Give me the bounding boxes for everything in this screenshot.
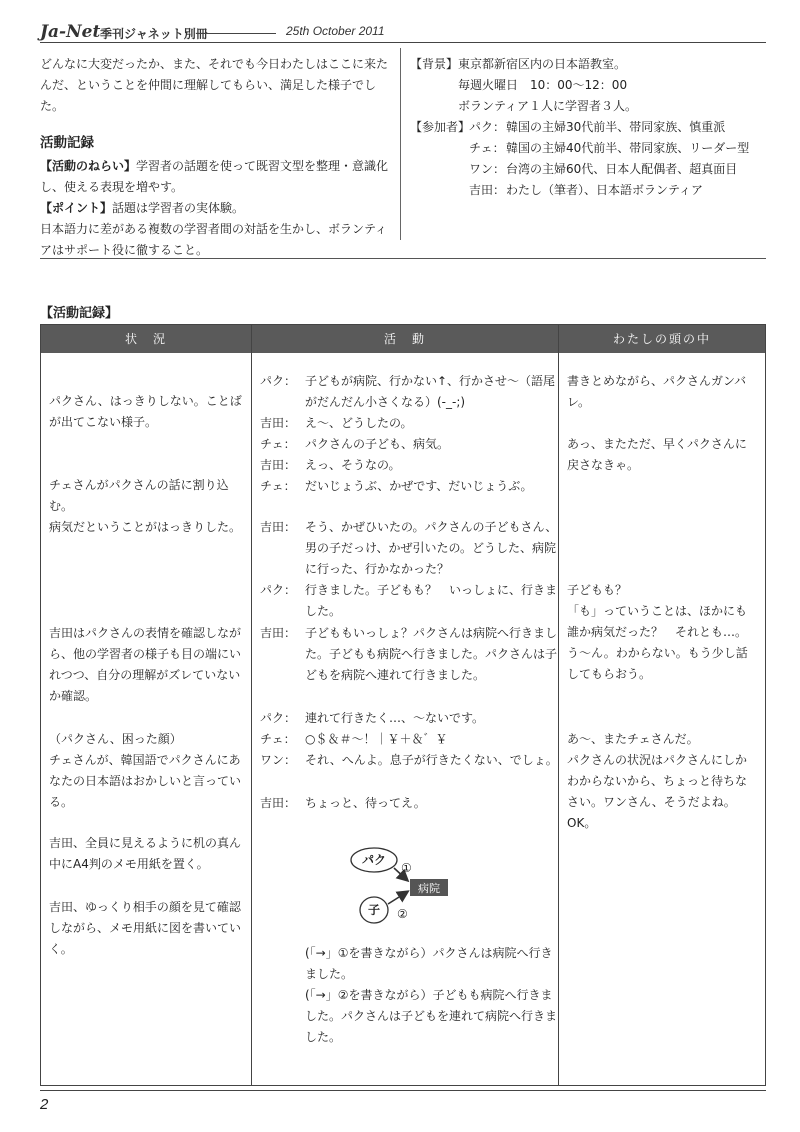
dialogue-speaker: パク： (260, 374, 297, 388)
background-line: 毎週火曜日 10：00〜12：00 (458, 78, 628, 92)
column-divider (251, 325, 252, 1085)
dialogue-speaker: チェ： (260, 732, 296, 746)
dialogue-line: 子どももいっしょ？パクさんは病院へ行きました。子どもも病院へ行きました。パクさんは子どもを病院へ連れて行きました。 (305, 626, 558, 682)
intro-column (40, 54, 390, 261)
activity-record-table (40, 324, 766, 1086)
header-rule (40, 42, 766, 43)
participant-desc: 韓国の主婦40代前半、帯同家族、リーダー型 (506, 141, 750, 155)
thought-note: 「も」っていうことは、ほかにも誰か病気だった？ それとも…。う〜ん。わからない。もう少し話してもらおう。 (567, 604, 748, 681)
activity-heading: 活動記録 (40, 135, 94, 151)
participant-desc: わたし（筆者）、日本語ボランティア (506, 183, 704, 197)
column-header-thoughts: わたしの頭の中 (612, 332, 711, 346)
issue-date: 25th October 2011 (286, 24, 385, 38)
label-num-2: ② (397, 907, 408, 921)
aim-line (40, 156, 390, 198)
participant-name: ワン： (469, 162, 506, 176)
dialogue-line: 行きました。子どもも？ いっしょに、行きました。 (305, 583, 558, 618)
target-hospital-label: 病院 (418, 882, 440, 895)
dialogue-speaker: 吉田： (260, 626, 297, 640)
node-child-label: 子 (367, 903, 381, 917)
column-header-activity: 活 動 (383, 332, 426, 346)
dialogue-speaker: パク： (260, 711, 297, 725)
dialogue-line: え〜、どうしたの。 (305, 416, 413, 430)
situation-note: チェさんが、韓国語でパクさんにあなたの日本語はおかしいと言っている。 (49, 753, 242, 809)
background-column (410, 54, 766, 201)
background-label: 【背景】 (410, 57, 459, 71)
aim-label: 【活動のねらい】 (40, 159, 137, 173)
publication-title: 季刊ジャネット別冊 (100, 27, 208, 41)
thought-note: 書きとめながら、パクさんガンバレ。 (567, 374, 747, 409)
participant-name: パク： (469, 120, 506, 134)
dialogue-speaker: チェ： (260, 437, 296, 451)
column-header-situation: 状 況 (124, 332, 167, 346)
point-line (40, 198, 390, 219)
participant-name: 吉田： (469, 183, 506, 197)
dialogue-line: ちょっと、待ってえ。 (305, 796, 426, 810)
thought-note: あ〜、またチェさんだ。 (567, 732, 699, 746)
situation-note: 吉田、ゆっくり相手の顔を見て確認しながら、メモ用紙に図を書いていく。 (49, 900, 242, 956)
page-number: 2 (40, 1096, 49, 1113)
arrow-2 (388, 892, 407, 904)
header-dash (196, 33, 276, 34)
point-text: 話題は学習者の実体験。 (112, 201, 245, 215)
dialogue-line: パクさんの子ども、病気。 (305, 437, 450, 451)
logo: Ja-Net (40, 22, 101, 42)
dialogue-speaker: ワン： (260, 753, 297, 767)
label-num-1: ① (401, 861, 412, 875)
intro-paragraph: どんなに大変だったか、また、それでも今日わたしはここに来たんだ、ということを仲間に理解してもらい、満足した様子でした。 (40, 57, 389, 113)
dialogue-speaker: 吉田： (260, 416, 297, 430)
thought-note: パクさんの状況はパクさんにしかわからないから、ちょっと待ちなさい。ワンさん、そうだよね。OK。 (567, 753, 748, 830)
thought-note: 子どもも？ (567, 583, 628, 597)
section-rule (40, 258, 766, 259)
dialogue-line: だいじょうぶ、かぜです、だいじょうぶ。 (305, 479, 533, 493)
dialogue-line: そう、かぜひいたの。パクさんの子どもさん、男の子だっけ、かぜ引いたの。どうした、病院に行った、行かなかった？ (305, 520, 558, 576)
point-detail: 日本語力に差がある複数の学習者間の対話を生かし、ボランティアはサポート役に徹すること。 (40, 222, 388, 257)
situation-note: 吉田はパクさんの表情を確認しながら、他の学習者の様子も目の端にいれつつ、自分の理解がズレていないか確認。 (49, 626, 242, 703)
dialogue-speaker: チェ： (260, 479, 296, 493)
footer-rule (40, 1090, 766, 1091)
situation-note: 病気だということがはっきりした。 (49, 520, 242, 534)
situation-note: チェさんがパクさんの話に割り込む。 (49, 478, 229, 513)
diagram-caption: (「→」②を書きながら）子どもも病院へ行きました。パクさんは子どもを連れて病院へ行きました。 (305, 988, 558, 1044)
dialogue-speaker: 吉田： (260, 520, 297, 534)
dialogue-line: 連れて行きたく…、〜ないです。 (305, 711, 485, 725)
node-pak-label: パク (361, 853, 387, 867)
background-line: ボランティア１人に学習者３人。 (458, 99, 638, 113)
dialogue-speaker: 吉田： (260, 796, 297, 810)
dialogue-line: えっ、そうなの。 (305, 458, 401, 472)
table-header (41, 325, 765, 353)
thought-note: あっ、またただ、早くパクさんに戻さなきゃ。 (567, 437, 747, 472)
point-label: 【ポイント】 (40, 201, 113, 215)
situation-note: （パクさん、困った顔） (49, 732, 182, 746)
background-line: 東京都新宿区内の日本語教室。 (458, 57, 627, 71)
participant-name: チェ： (469, 141, 505, 155)
dialogue-speaker: パク： (260, 583, 297, 597)
participant-desc: 韓国の主婦30代前半、帯同家族、慎重派 (506, 120, 726, 134)
record-heading: 【活動記録】 (40, 306, 119, 321)
situation-note: 吉田、全員に見えるように机の真ん中にA4判のメモ用紙を置く。 (49, 836, 242, 871)
page-header (40, 22, 766, 44)
diagram-caption: (「→」①を書きながら）パクさんは病院へ行きました。 (305, 946, 553, 981)
dialogue-speaker: 吉田： (260, 458, 297, 472)
column-divider (400, 48, 401, 240)
aim-text: 学習者の話題を使って既習文型を整理・意識化し、使える表現を増やす。 (40, 159, 389, 194)
situation-note: パクさん、はっきりしない。ことばが出てこない様子。 (49, 394, 242, 429)
memo-diagram (304, 838, 464, 938)
participant-desc: 台湾の主婦60代、日本人配偶者、超真面目 (506, 162, 738, 176)
dialogue-line: 子どもが病院、行かない↑、行かさせ〜（語尾がだんだん小さくなる）(-_-;) (305, 374, 556, 409)
dialogue-line: それ、へんよ。息子が行きたくない、でしょ。 (305, 753, 558, 767)
participants-label: 【参加者】 (410, 120, 471, 134)
dialogue-line: ○＄＆＃〜！｜￥＋＆゛￥ (305, 732, 448, 746)
